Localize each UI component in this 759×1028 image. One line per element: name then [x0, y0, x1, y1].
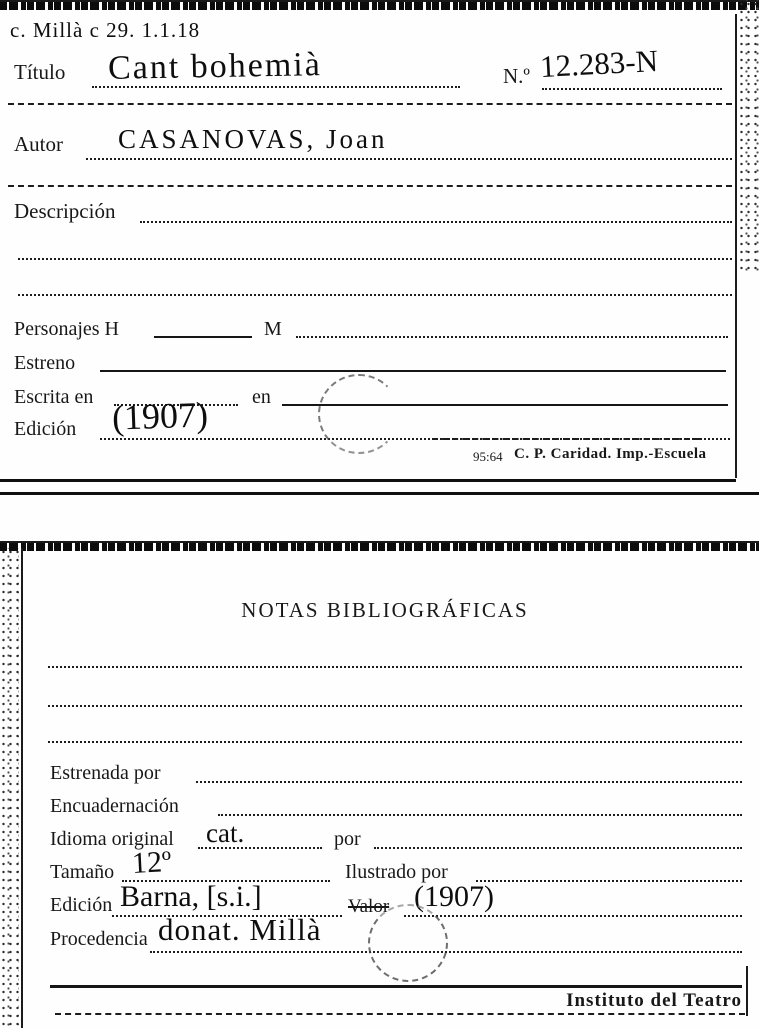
- autor-value-handwritten: CASANOVAS, Joan: [118, 124, 388, 154]
- handwritten-shelfmark: c. Millà c 29. 1.1.18: [10, 18, 201, 42]
- en-label: en: [252, 386, 271, 408]
- autor-line: [86, 158, 732, 160]
- edicion-back-label: Edición: [50, 894, 113, 916]
- encuadernacion-line: [218, 814, 742, 816]
- card-bottom-edge: [0, 492, 759, 495]
- footer-rule: [50, 985, 742, 988]
- imprint-number: 95:64: [473, 449, 503, 464]
- estrenada-por-line: [196, 781, 742, 783]
- valor-label-struck: Valor: [348, 896, 390, 917]
- imprint-line: [432, 438, 700, 440]
- scan-speckle-right: [738, 0, 759, 272]
- scan-speckle-left: [0, 548, 19, 1028]
- titulo-value-handwritten: Cant bohemià: [107, 46, 323, 87]
- edicion-back-value-handwritten: Barna, [s.i.]: [120, 880, 262, 913]
- escrita-en-label: Escrita en: [14, 386, 94, 408]
- torn-edge-top: [0, 541, 759, 551]
- estreno-line: [100, 370, 726, 372]
- instituto-del-teatro-footer: Instituto del Teatro: [566, 990, 742, 1011]
- descripcion-label: Descripción: [14, 199, 116, 223]
- numero-line: [542, 88, 722, 90]
- card-bottom-edge: [0, 479, 736, 482]
- card-left-border: [21, 548, 23, 1028]
- por-line: [374, 847, 742, 849]
- blank-line: [48, 741, 742, 743]
- blank-line: [48, 666, 742, 668]
- idioma-value-handwritten: cat.: [206, 818, 245, 848]
- numero-label: N.º: [503, 64, 530, 88]
- estrenada-por-label: Estrenada por: [50, 762, 161, 784]
- bottom-dashed-edge: [55, 1013, 745, 1015]
- tamano-label: Tamaño: [50, 861, 115, 883]
- imprint-text: C. P. Caridad. Imp.-Escuela: [514, 446, 707, 462]
- card-corner-border: [746, 966, 748, 1016]
- edicion-label: Edición: [14, 418, 77, 440]
- notas-bibliograficas-title: NOTAS BIBLIOGRÁFICAS: [241, 598, 529, 622]
- torn-edge-top: [0, 0, 759, 10]
- titulo-label: Título: [14, 60, 66, 84]
- library-stamp-circle: [318, 374, 400, 454]
- por-label: por: [334, 828, 361, 850]
- numero-value-handwritten: 12.283-N: [539, 42, 659, 85]
- blank-line: [18, 294, 732, 296]
- divider-line: [8, 185, 732, 187]
- encuadernacion-label: Encuadernación: [50, 795, 179, 817]
- divider-line: [8, 103, 732, 105]
- library-stamp-circle: [368, 904, 448, 982]
- ilustrado-por-line: [476, 880, 742, 882]
- autor-label: Autor: [14, 132, 63, 156]
- valor-value-handwritten: (1907): [414, 880, 494, 913]
- ilustrado-por-label: Ilustrado por: [345, 861, 448, 883]
- idioma-original-label: Idioma original: [50, 828, 174, 850]
- procedencia-label: Procedencia: [50, 928, 148, 950]
- personajes-m-label: M: [264, 318, 282, 340]
- procedencia-value-handwritten: donat. Millà: [158, 912, 322, 947]
- blank-line: [48, 705, 742, 707]
- estreno-label: Estreno: [14, 352, 76, 374]
- titulo-line: [92, 86, 460, 88]
- personajes-label: Personajes H: [14, 318, 119, 340]
- personajes-h-line: [154, 336, 252, 338]
- descripcion-line: [140, 221, 732, 223]
- edicion-value-handwritten: (1907): [111, 394, 209, 438]
- tamano-value-handwritten: 12º: [131, 844, 173, 881]
- valor-line: [404, 915, 742, 917]
- personajes-m-line: [296, 336, 728, 338]
- card-right-border: [735, 14, 737, 478]
- blank-line: [18, 258, 732, 260]
